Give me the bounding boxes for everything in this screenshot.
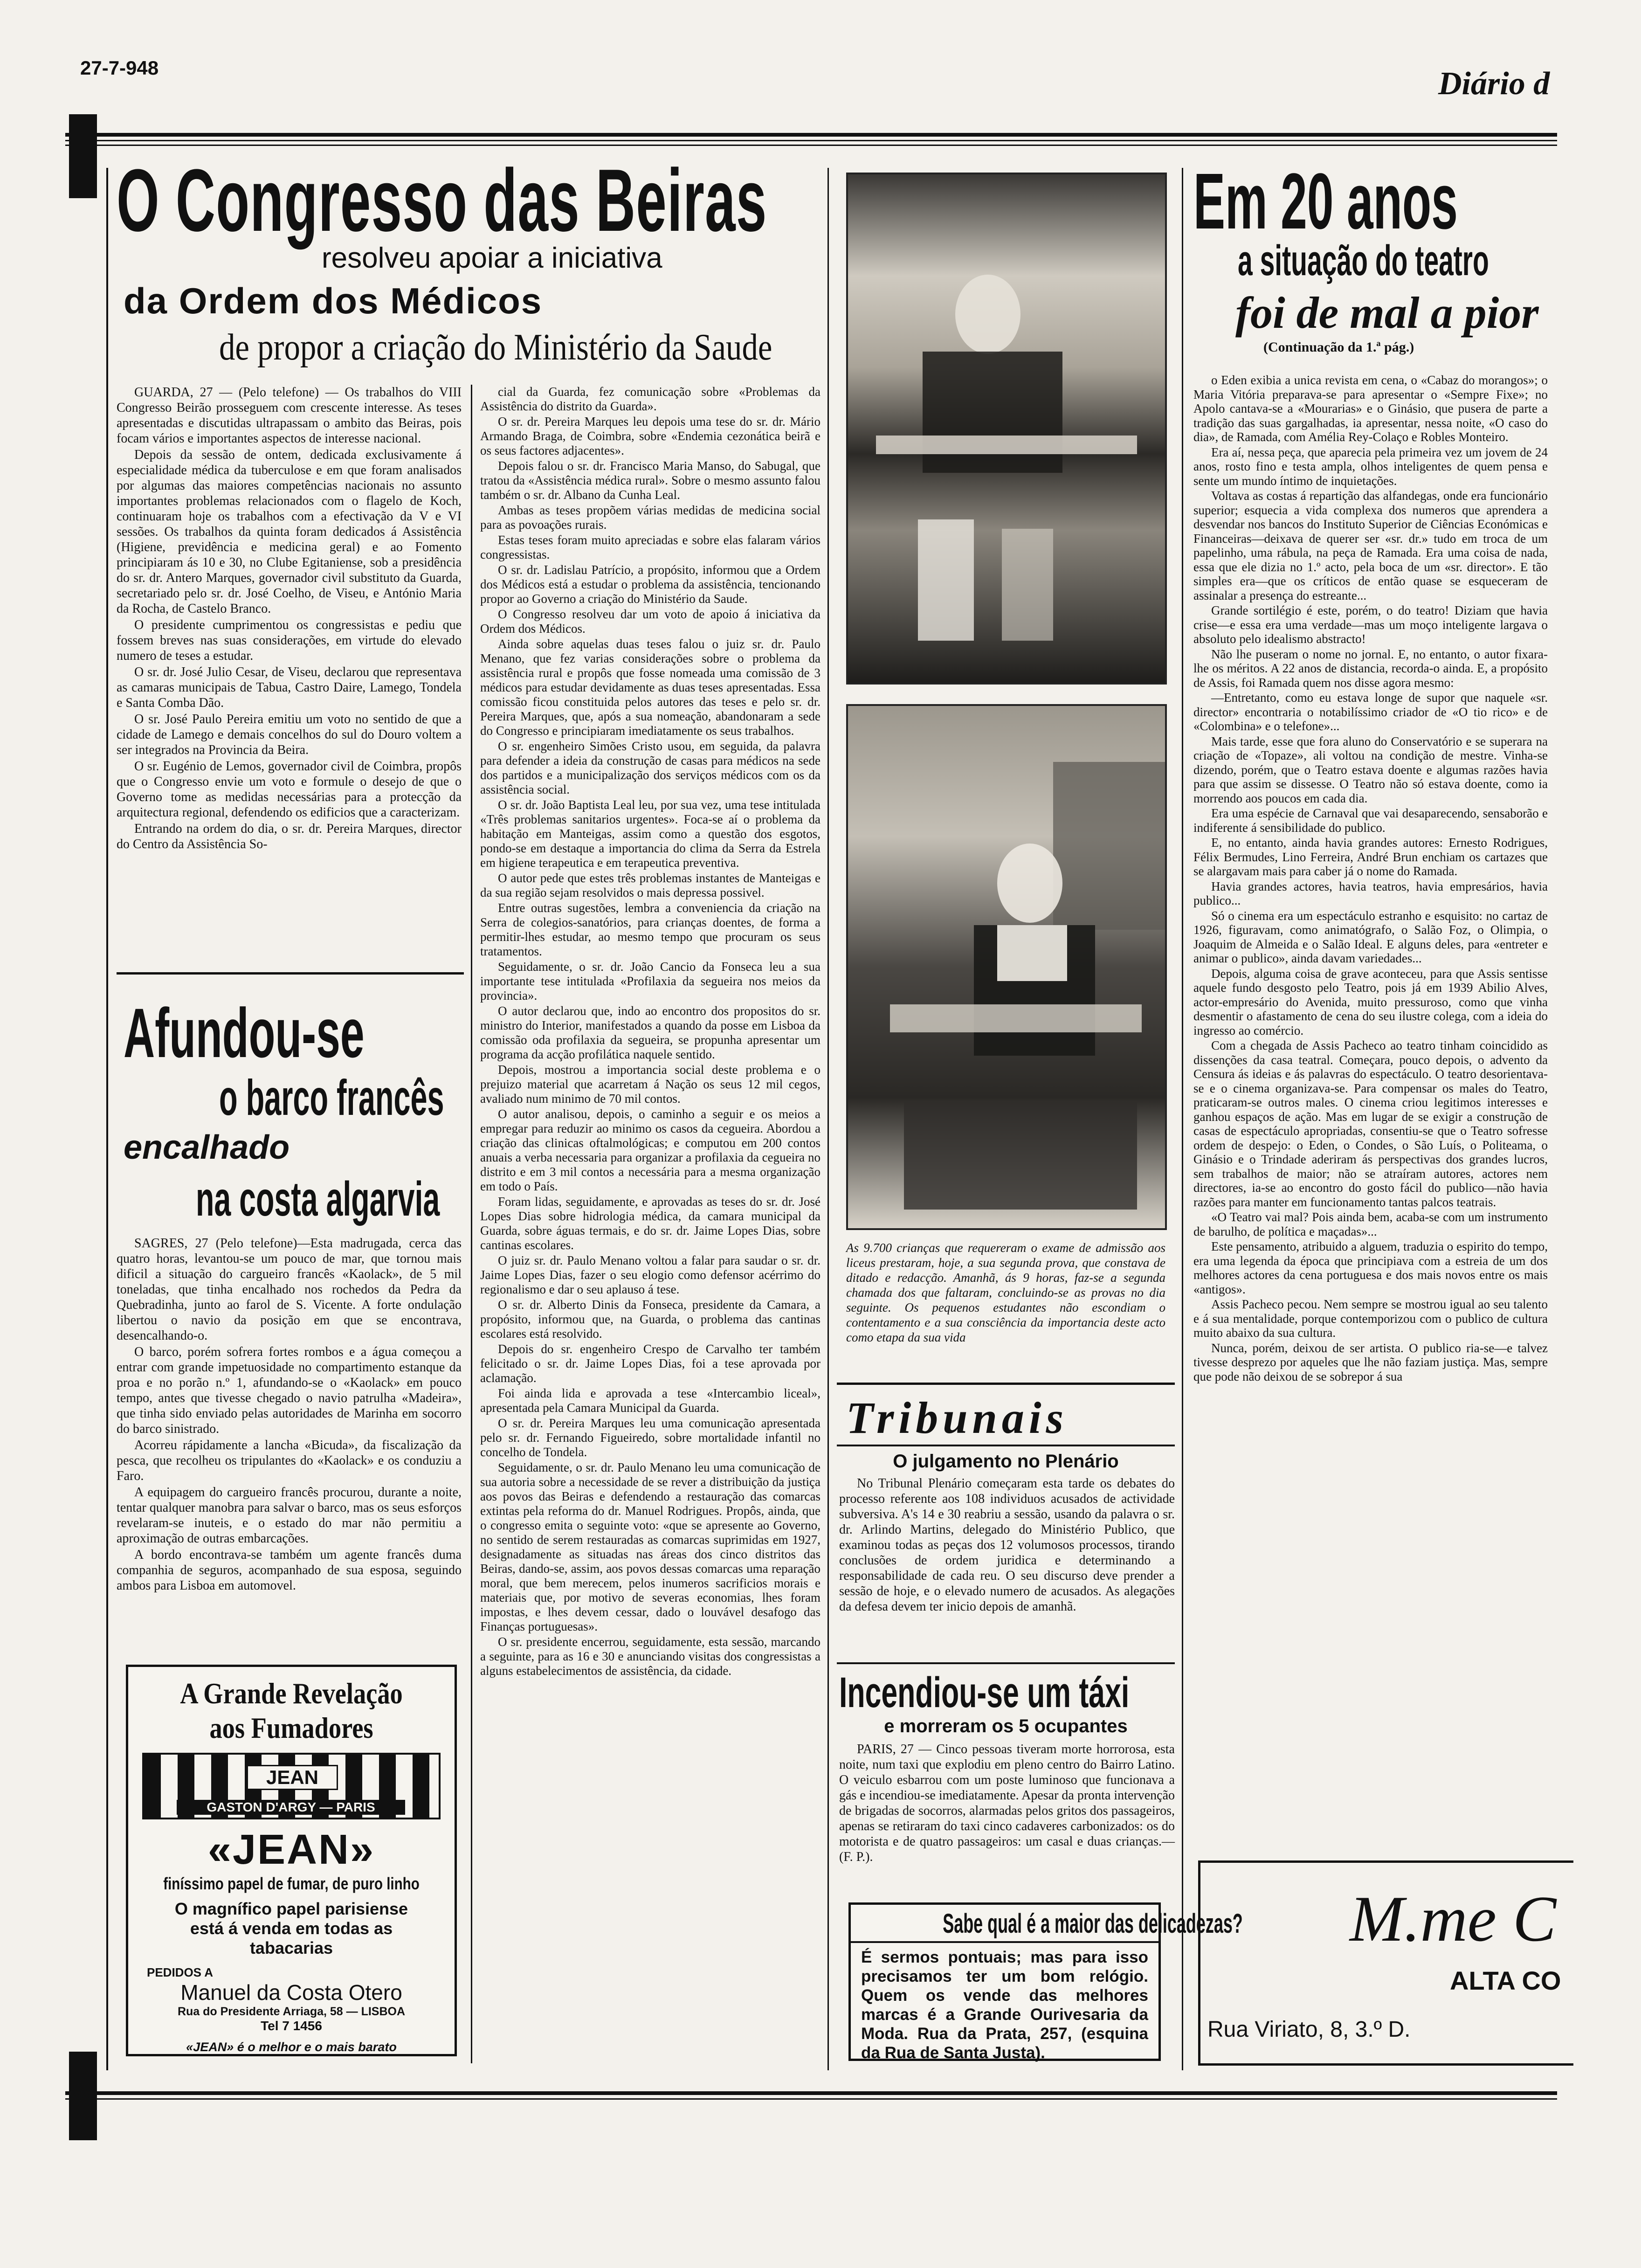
teatro-p14: «O Teatro vai mal? Pois ainda bem, acaba-se com um instrumento de barulho, de política e maçadas»... [1193, 1210, 1548, 1238]
afundou-headline-4: na costa algarvia [196, 1172, 440, 1226]
congresso-c2-p15: Depois, mostrou a importancia social deste problema e o prejuizo material que acarretam á Nação os seus 12 mil cegos, avaliado num minimo de 70 mil contos. [480, 1063, 820, 1106]
teatro-p10: Havia grandes actores, havia teatros, havia empresários, havia publico... [1193, 879, 1548, 907]
congresso-column-2 [480, 385, 820, 2063]
ad-jean [126, 1665, 457, 2056]
ad-ourivesaria [848, 1902, 1243, 2062]
ad-jean-tel: Tel 7 1456 [261, 2019, 322, 2033]
top-rule-1 [65, 133, 1557, 137]
divider-c2-c3 [827, 168, 829, 2070]
congresso-c1-p4: O sr. dr. José Julio Cesar, de Viseu, declarou que representava as camaras municipais de Tabua, Castro Daire, Lamego, Tondela e Santa Comba Dão. [117, 665, 462, 710]
teatro-p11: Só o cinema era um espectáculo estranho e esquisito: no cartaz de 1926, figuravam, como animatógrafo, o Salão Foz, o Olimpia, o Joaquim de Almeida e o Salão Ideal. E alguns deles, para «entreter e animar o publico», ainda davam variedades... [1193, 908, 1548, 965]
photo-caption: As 9.700 crianças que requereram o exame de admissão aos liceus prestaram, hoje, a sua segunda prova, que constava de ditado e redacção. Amanhã, ás 9 horas, faz-se a segunda chamada dos que faltaram, concluindo-se as provas no dia seguinte. Os pequenos estudantes não escondiam o contentamento e a sua consciência da importancia deste acto como etapa da sua vida [846, 1241, 1165, 1344]
congresso-deck-2: da Ordem dos Médicos [124, 280, 543, 321]
congresso-c1-p1: GUARDA, 27 — (Pelo telefone) — Os trabalhos do VIII Congresso Beirão prosseguem com crescente interesse. As teses apresentadas e discutidas ultrapassam o ambito das Beiras, pois focam vários e importantes aspectos de interesse nacional. [117, 385, 462, 446]
ad-jean-line-1: O magnífico papel parisiense [174, 1899, 408, 1918]
ad-mme-script: M.me C [1350, 1883, 1557, 1955]
teatro-p4: Grande sortilégio é este, porém, o do teatro! Diziam que havia crise—e essa era uma verdade—mas um moço inteligente largava o absoluto pelo idealismo abstracto! [1193, 603, 1548, 646]
congresso-column-1 [117, 385, 462, 965]
teatro-p8: Era uma espécie de Carnaval que vai desaparecendo, sensaborão e indiferente á sensibilidade do publico. [1193, 806, 1548, 835]
congresso-c1-p3: O presidente cumprimentou os congressistas e pediu que fossem breves nas suas considerações, em virtude do elevado numero de teses a estudar. [117, 618, 462, 663]
divider-c3-c4 [1182, 168, 1183, 2070]
congresso-c2-p3: Depois falou o sr. dr. Francisco Maria Manso, do Sabugal, que tratou da «Assistência médica rural». Sobre o mesmo assunto falou também o sr. dr. Albano da Cunha Leal. [480, 459, 820, 502]
ad-jean-orders: PEDIDOS A [147, 1965, 214, 1979]
congresso-c2-p6: O sr. dr. Ladislau Patrício, a propósito, informou que a Ordem dos Médicos está a estudar o problema da assistência, tencionando propor ao Governo a criação do Ministério da Saude. [480, 563, 820, 606]
ad-jean-brand: «JEAN» [207, 1826, 375, 1873]
congresso-c1-p7: Entrando na ordem do dia, o sr. dr. Pereira Marques, director do Centro da Assistência So- [117, 822, 462, 851]
teatro-p2: Era aí, nessa peça, que aparecia pela primeira vez um jovem de 24 anos, rosto fino e testa ampla, olhos inteligentes de quem pensa e sente um mundo íntimo de inquietações. [1193, 445, 1548, 488]
afundou-p4: A equipagem do cargueiro francês procurou, durante a noite, tentar qualquer manobra para salvar o barco, mas os seus esforços revelaram-se inuteis, e o estado do mar não permitiu a aproximação de outras embarcações. [117, 1485, 462, 1546]
ad-jean-pack [142, 1753, 441, 1819]
photo-students-1-image [848, 174, 1165, 683]
divider-left [106, 168, 108, 2070]
teatro-p7: Mais tarde, esse que fora aluno do Conservatório e se superara na criação de «Topaze», ali voltou na condição de mestre. Vinha-se dizendo, porém, que o Teatro estava doente e algumas razões havia para que assim se dissesse. O Teatro não só estava doente, como ia morrendo aos poucos em cada dia. [1193, 734, 1548, 805]
congresso-c2-p10: O sr. dr. João Baptista Leal leu, por sua vez, uma tese intitulada «Três problemas sanitarios urgentes». Foca-se aí o problema da habitação em Manteigas, assim como a questão dos esgotos, pondo-se em destaque a importancia do clima da Serra da Estrela em higiene terapeutica e em terapeutica preventiva. [480, 798, 820, 870]
ad-jean-slogan: «JEAN» é o melhor e o mais barato [186, 2040, 397, 2054]
afundou-headline-2: o barco francês [219, 1069, 444, 1126]
teatro-continuation: (Continuação da 1.ª pág.) [1263, 339, 1414, 355]
teatro-headline-1: Em 20 anos [1193, 157, 1458, 246]
ad-jean-vendor: Manuel da Costa Otero [180, 1980, 402, 2005]
ad-mme-line: ALTA CO [1450, 1966, 1561, 1995]
congresso-c2-p24: O sr. presidente encerrou, seguidamente, esta sessão, marcando a seguinte, para as 16 e 30 e anunciando visitas dos congressistas a alguns estabelecimentos de assistência, da cidade. [480, 1635, 820, 1678]
afundou-body [117, 1236, 462, 1665]
tribunais-subtitle: O julgamento no Plenário [893, 1451, 1119, 1472]
ad-mme [1198, 1860, 1573, 2066]
teatro-p6: —Entretanto, como eu estava longe de supor que naquele «sr. director» encontraria o notabilíssimo criador de «O tio rico» e de «Colombina» e o telefone»... [1193, 691, 1548, 733]
ad-jean-title-2: aos Fumadores [209, 1711, 373, 1744]
congresso-c2-p13: Seguidamente, o sr. dr. João Cancio da Fonseca leu a sua importante tese intitulada «Profilaxia da segueira nos meios da provincia». [480, 960, 820, 1003]
congresso-c2-p14: O autor declarou que, indo ao encontro dos propositos do sr. ministro do Interior, manifestados a quando da posse em Lisboa da comissão oda profilaxia da segueira, se propunha apresentar um programa da acção profilática naquele sentido. [480, 1004, 820, 1061]
afundou-top-rule [117, 972, 464, 975]
tribunais-title: Tribunais [846, 1393, 1068, 1443]
congresso-c2-p4: Ambas as teses propõem várias medidas de medicina social para as povoações rurais. [480, 503, 820, 532]
congresso-c2-p21: Foi ainda lida e aprovada a tese «Intercambio liceal», apresentada pela Camara Municipal da Guarda. [480, 1386, 820, 1415]
teatro-p12: Depois, alguma coisa de grave aconteceu, para que Assis sentisse aquele fundo desgosto pelo Teatro, pois já em 1939 Abilio Alves, actor-empresário do Avenida, muito pressuroso, como que vinha desmentir o afastamento de cena do seu ilustre colega, com a ideia do ingresso ao comércio. [1193, 966, 1548, 1037]
taxi-p1: PARIS, 27 — Cinco pessoas tiveram morte horrorosa, esta noite, num taxi que explodiu em pleno centro do Bairro Latino. O veiculo esbarrou com um poste luminoso que funcionava a gás e incendiou-se imediatamente. Apesar da pronta intervenção de brigadas de socorros, alarmadas pelos gritos dos passageiros, apenas se retiraram do taxi cinco cadaveres carbonizados: os do motorista e de quatro passageiros: um casal e duas crianças.—(F. P.). [839, 1742, 1175, 1864]
afundou-p1: SAGRES, 27 (Pelo telefone)—Esta madrugada, cerca das quatro horas, levantou-se um pouco de mar, que tornou mais dificil a situação do cargueiro francês «Kaolack», de 5 mil toneladas, que tinha encalhado nos rochedos da Pedra da Quebradinha, junto ao farol de S. Vicente. A forte ondulação libertou o navio da posição em que se encontrava, desencalhando-o. [117, 1236, 462, 1343]
congresso-c2-p17: Foram lidas, seguidamente, e aprovadas as teses do sr. dr. José Lopes Dias sobre hidrologia médica, da camara municipal da Guarda, sobre águas termais, e do sr. dr. Jaime Lopes Dias, sobre cantinas escolares. [480, 1195, 820, 1252]
top-rule-2 [65, 140, 1557, 141]
congresso-deck-3: de propor a criação do Ministério da Saude [219, 327, 772, 368]
congresso-c2-p9: O sr. engenheiro Simões Cristo usou, em seguida, da palavra para defender a ideia da construção de casas para médicos na sede dos partidos e a municipalização dos serviços médicos com os da assistência social. [480, 739, 820, 796]
page-date: 27-7-948 [80, 57, 159, 79]
congresso-c2-p5: Estas teses foram muito apreciadas e sobre elas falaram vários congressistas. [480, 533, 820, 561]
teatro-p15: Este pensamento, atribuido a alguem, traduzia o espirito do tempo, era uma legenda da época que principiava com a estreia de um dos melhores actores da cena portuguesa e dos mais novos entre os mais «antigos». [1193, 1239, 1548, 1296]
afundou-headline-1: Afundou-se [124, 994, 365, 1072]
ad-ourivesaria-title: Sabe qual é a maior das delicadezas? [851, 1908, 1158, 1943]
taxi-body [839, 1742, 1175, 1900]
ad-jean-line-3: tabacarias [249, 1938, 333, 1957]
teatro-p3: Voltava as costas á repartição das alfandegas, onde era funcionário superior; esquecia a vida complexa dos numeros que aprendera a desvendar nos bancos do Instituto Superior de Ciências Económicas e Financeiras—deixava de querer ser «sr. dr.» tudo em troca de um papelinho, uma rábula, na peça de Ramada. Era uma coisa de nada, essa que ele dizia no 1.º acto, pela boca de um «sr. director». E tão simples era—que os críticos de então quase se esqueceram de assinalar a presença do estreante... [1193, 489, 1548, 602]
congresso-c2-p11: O autor pede que estes três problemas instantes de Manteigas e da sua região sejam resolvidos o mais depressa possivel. [480, 871, 820, 899]
ad-jean-pack-maker: GASTON D'ARGY — PARIS [177, 1800, 405, 1815]
photo-students-2 [846, 704, 1167, 1230]
congresso-c2-p8: Ainda sobre aquelas duas teses falou o juiz sr. dr. Paulo Menano, que fez varias considerações sobre o problema da assistência rural e propôs que fosse nomeada uma comissão de 3 médicos para estudar devidamente as duas teses apresentadas. Essa comissão ficou constituida pelos autores das teses e pelo sr. dr. Pereira Marques, que, após a sua nomeação, abandonaram a sede do Congresso e principiaram imediatamente os seus trabalhos. [480, 637, 820, 738]
teatro-p16: Assis Pacheco pecou. Nem sempre se mostrou igual ao seu talento e á sua mentalidade, porque contemporizou com o publico de cultura muito abaixo da sua cultura. [1193, 1297, 1548, 1340]
ad-jean-line-2: está á venda em todas as [190, 1919, 393, 1938]
taxi-title: Incendiou-se um táxi [839, 1669, 1130, 1716]
ad-ourivesaria-body: É sermos pontuais; mas para isso precisamos ter um bom relógio. Quem os vende das melhores marcas é a Grande Ourivesaria da Moda. Rua da Prata, 257, (esquina da Rua de Santa Justa). [861, 1948, 1148, 2062]
tribunais-rule [837, 1445, 1175, 1446]
taxi-top-rule [837, 1662, 1175, 1664]
afundou-p2: O barco, porém sofrera fortes rombos e a água começou a entrar com grande impetuosidade no compartimento estanque da proa e no porão n.º 1, afundando-se o «Kaolack» em pouco tempo, antes que tivesse chegado o navio patrulha «Madeira», que tinha sido enviado pelas autoridades de Marinha em socorro do barco sinistrado. [117, 1345, 462, 1436]
photo-students-2-image [848, 706, 1165, 1228]
congresso-c2-p12: Entre outras sugestões, lembra a conveniencia da criação na Serra de colegios-sanatórios, para crianças doentes, de forma a permitir-lhes estudar, ao mesmo tempo que procuram os seus tratamentos. [480, 901, 820, 958]
congresso-c1-p2: Depois da sessão de ontem, dedicada exclusivamente á especialidade médica da tuberculose e em que foram analisados por algumas das maiores competências nacionais no assunto importantes problemas relacionados com o flagelo de Koch, continuaram hoje os trabalhos com a efectivação da V e VI sessões. Os trabalhos da quinta foram dedicados á Assistência (Higiene, previdência e medicina geral) e ao Fomento principiaram ás 10 e 30, no Clube Egitaniense, sob a presidência do sr. dr. Antero Marques, governador civil substituto da Guarda, secretariado pelo sr. dr. José Coelho, de Viseu, e António Maria da Rocha, de Castelo Branco. [117, 448, 462, 616]
congresso-c2-p19: O sr. dr. Alberto Dinis da Fonseca, presidente da Camara, a propósito, informou que, na Guarda, o problema das cantinas escolares está resolvido. [480, 1298, 820, 1341]
teatro-headline-2: a situação do teatro [1238, 237, 1489, 284]
congresso-c2-p20: Depois do sr. engenheiro Crespo de Carvalho ter também felicitado o sr. dr. Jaime Lopes Dias, foi a tese aprovada por aclamação. [480, 1342, 820, 1385]
left-bar-bottom [69, 2052, 97, 2140]
newspaper-name: Diário d [1438, 66, 1550, 102]
ad-jean-address: Rua do Presidente Arriaga, 58 — LISBOA [177, 2005, 406, 2018]
photo-students-1 [846, 173, 1167, 685]
congresso-c2-p22: O sr. dr. Pereira Marques leu uma comunicação apresentada pelo sr. dr. Fernando Figueiredo, sobre mortalidade infantil no concelho de Tondela. [480, 1416, 820, 1459]
afundou-p3: Acorreu rápidamente a lancha «Bicuda», da fiscalização da pesca, que recolheu os tripulantes do «Kaolack» e os conduziu a Faro. [117, 1438, 462, 1483]
congresso-c2-p23: Seguidamente, o sr. dr. Paulo Menano leu uma comunicação de sua autoria sobre a necessidade de se rever a distribuição da justiça aos povos das Beiras e defendendo a restauração das comarcas extintas pela reforma do dr. Manuel Rodrigues. Propôs, ainda, que o congresso emita o seguinte voto: «que se apresente ao Governo, no sentido de serem restauradas as comarcas suprimidas em 1927, designadamente as situadas nas áreas dos cinco distritos das Beiras, dando-se, assim, aos povos dessas comarcas uma reparação moral, que bem merecem, pelos inumeros sacrificios morais e materiais que, por motivo de severas economias, lhes foram impostas, e lhes devem cessar, dado o louvável desafogo das Finanças portuguesas». [480, 1460, 820, 1633]
congresso-c2-p7: O Congresso resolveu dar um voto de apoio á iniciativa da Ordem dos Médicos. [480, 607, 820, 636]
congresso-deck-1: resolveu apoiar a iniciativa [322, 242, 662, 274]
ad-jean-title-1: A Grande Revelação [180, 1677, 403, 1710]
ad-mme-address: Rua Viriato, 8, 3.º D. [1207, 2017, 1411, 2042]
teatro-p9: E, no entanto, ainda havia grandes autores: Ernesto Rodrigues, Félix Bermudes, Lino Ferreira, André Brun enchiam os cartazes que se alargavam mais para caber já o nome do Ramada. [1193, 836, 1548, 878]
top-rule-3 [65, 145, 1557, 146]
teatro-p13: Com a chegada de Assis Pacheco ao teatro tinham coincidido as dissenções da casa teatral. Começara, pouco depois, o advento da Censura ás ideias e ás palavras do espectáculo. O teatro desorientava-se e o cinema organizava-se. Para compensar os males do Teatro, praticaram-se outros males. O cinema criou legitimos interesses e ganhou espaços de ação. Mas em lugar de se exigir a construção de casas de espectáculo apropriadas, consentiu-se que o Teatro sofresse ordem de despejo: o Eden, o Condes, o São Luís, o Politeama, o Ginásio e o Trindade aderiram ás perspectivas dos grandes lucros, sem trabalhos de maior; não se atraíram autores, actores nem directores, ia-se ao encontro do gosto fácil do publico—não havia razões para manter em funcionamento tantas palcos teatrais. [1193, 1038, 1548, 1209]
teatro-body [1193, 373, 1548, 1772]
bottom-rule-1 [65, 2091, 1557, 2095]
congresso-c1-p5: O sr. José Paulo Pereira emitiu um voto no sentido de que a cidade de Lamego e demais concelhos do sul do Douro voltem a ser integrados na Provincia da Beira. [117, 712, 462, 757]
afundou-headline-3: encalhado [124, 1129, 290, 1166]
teatro-p1: o Eden exibia a unica revista em cena, o «Cabaz do morangos»; o Maria Vitória preparava-se para apresentar o «Sempre Fixe»; no Apolo cantava-se a «Mourarias» e o Ginásio, que pusera de parte a tradição das suas gargalhadas, ia apresentar, nessa noite, «O caso do dia», de Ramada, com Amélia Rey-Colaço e Robles Monteiro. [1193, 373, 1548, 444]
taxi-subtitle: e morreram os 5 ocupantes [884, 1716, 1128, 1736]
teatro-p17: Nunca, porém, deixou de ser artista. O publico ria-se—e talvez tivesse desprezo por aqueles que lhe não faziam justiça. Mas, sempre que pode não deixou de se sobrepor á sua [1193, 1341, 1548, 1383]
bottom-rule-2 [65, 2098, 1557, 2100]
ad-jean-tagline: finíssimo papel de fumar, de puro linho [163, 1874, 420, 1893]
tribunais-top-rule [837, 1383, 1175, 1385]
tribunais-body [839, 1476, 1175, 1662]
congresso-headline: O Congresso das Beiras [117, 151, 767, 250]
congresso-c2-p1: cial da Guarda, fez comunicação sobre «Problemas da Assistência do distrito da Guarda». [480, 385, 820, 413]
congresso-c2-p18: O juiz sr. dr. Paulo Menano voltou a falar para saudar o sr. dr. Jaime Lopes Dias, fazer o seu elogio como defensor acérrimo do regionalismo e dar o seu aplauso á tese. [480, 1253, 820, 1296]
congresso-c1-p6: O sr. Eugénio de Lemos, governador civil de Coimbra, propôs que o Congresso envie um voto e formule o desejo de que o Governo tome as medidas necessárias para a protecção da arquitectura regional, defendendo os edificios que a caracterizam. [117, 759, 462, 820]
congresso-c2-p16: O autor analisou, depois, o caminho a seguir e os meios a empregar para reduzir ao minimo os casos da cegueira. Abordou a criação das clinicas oftalmológicas; e computou em 200 contos anuais a verba necessaria para organizar a profilaxia da cegueira no distrito e em 3 mil contos a necessária para a mesma organização em todo o País. [480, 1107, 820, 1193]
divider-c1-c2 [471, 385, 472, 2063]
afundou-p5: A bordo encontrava-se também um agente francês duma companhia de seguros, acompanhado de sua esposa, seguindo ambos para Lisboa em automovel. [117, 1548, 462, 1593]
teatro-p5: Não lhe puseram o nome no jornal. E, no entanto, o autor fixara-lhe os méritos. A 22 anos de distancia, recorda-o ainda. E, a propósito de Assis, foi Ramada quem nos disse agora mesmo: [1193, 647, 1548, 690]
tribunais-p1: No Tribunal Plenário começaram esta tarde os debates do processo referente aos 108 individuos acusados de actividade subversiva. A's 14 e 30 reabriu a sessão, usando da palavra o sr. dr. Arlindo Martins, delegado do Ministério Publico, que examinou todas as peças dos 12 volumosos processos, tirando conclusões de ordem juridica e determinando a responsabilidade de cada reu. O seu discurso deve prender a sessão de hoje, e o elevado numero de acusados. As alegações da defesa devem ter inicio depois de amanhã. [839, 1476, 1175, 1614]
ad-jean-pack-brand: JEAN [247, 1765, 338, 1790]
teatro-headline-3: foi de mal a pior [1235, 288, 1539, 338]
left-bar-top [69, 114, 97, 198]
congresso-c2-p2: O sr. dr. Pereira Marques leu depois uma tese do sr. dr. Mário Armando Braga, de Coimbra, sobre «Endemia cezonática beirã e os seus factores adjacentes». [480, 415, 820, 457]
